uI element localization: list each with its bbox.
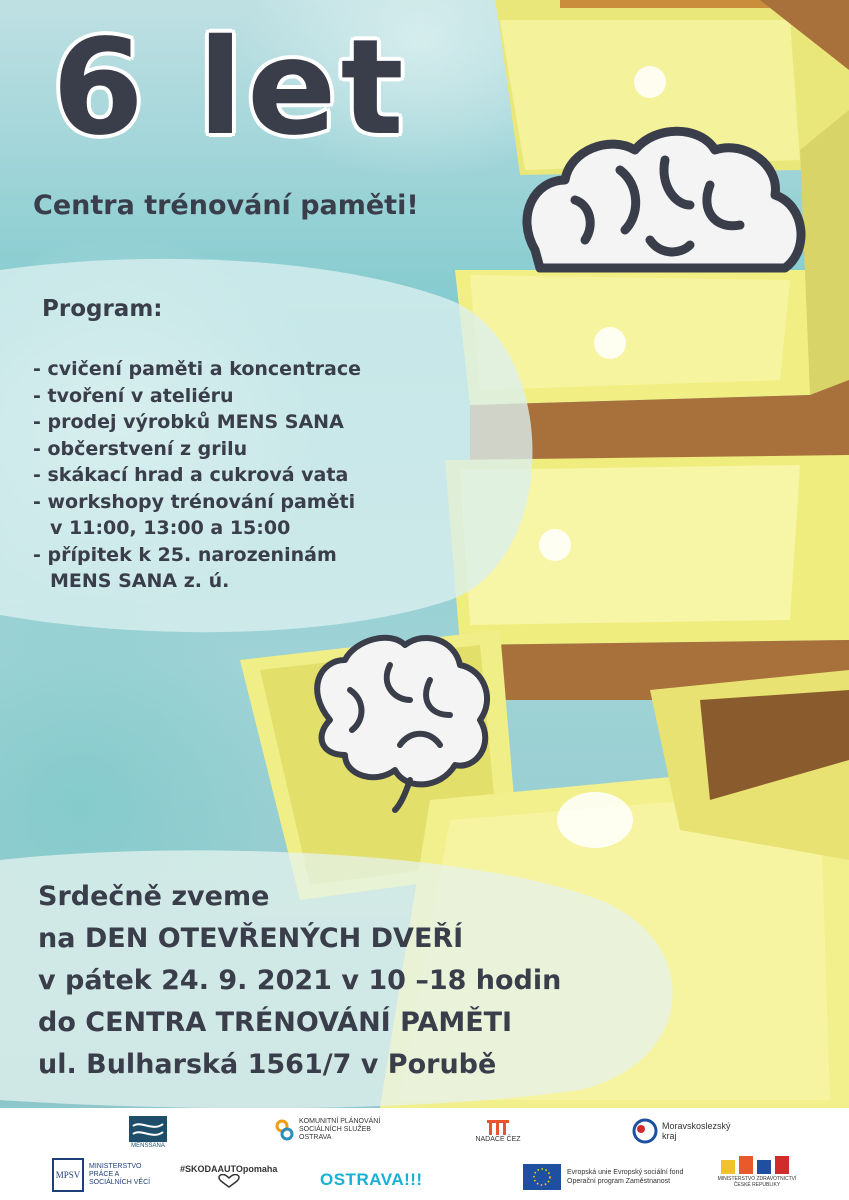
- poster-subtitle: Centra trénování paměti!: [33, 190, 419, 221]
- program-heading: Program:: [42, 296, 163, 322]
- list-item: MENS SANA z. ú.: [50, 570, 230, 592]
- list-item: - skákací hrad a cukrová vata: [33, 464, 349, 486]
- cez-logo: [468, 1118, 528, 1144]
- partner-logos: [0, 1108, 849, 1200]
- ostrava-text: OSTRAVA!!!: [320, 1170, 423, 1189]
- invitation-line: ul. Bulharská 1561/7 v Porubě: [38, 1049, 497, 1080]
- menssana-logo: [128, 1116, 168, 1150]
- program-list: [33, 356, 361, 595]
- list-item: v 11:00, 13:00 a 15:00: [50, 517, 291, 539]
- list-item: - přípitek k 25. narozeninám: [33, 543, 337, 566]
- invitation-line: Srdečně zveme: [38, 881, 270, 912]
- skoda-logo: [180, 1164, 277, 1188]
- invitation-text: [38, 876, 561, 1086]
- mzcr-text: MINISTERSTVO ZDRAVOTNICTVÍ ČESKÉ REPUBLIKY: [717, 1176, 797, 1188]
- msk-logo: [632, 1118, 742, 1144]
- list-item: - cvičení paměti a koncentrace: [33, 358, 362, 380]
- menssana-text: MENSSANA: [131, 1143, 165, 1149]
- invitation-line: na DEN OTEVŘENÝCH DVEŘÍ: [38, 923, 464, 954]
- kpss-mark-icon: [275, 1119, 295, 1141]
- mpsv-mark: MPSV: [52, 1158, 84, 1192]
- kpss-logo: [275, 1118, 395, 1142]
- mpsv-text: MINISTERSTVO PRÁCE A SOCIÁLNÍCH VĚCÍ: [89, 1163, 151, 1186]
- mpsv-logo: [52, 1158, 162, 1192]
- mzcr-logo: [712, 1156, 802, 1188]
- list-item: - prodej výrobků MENS SANA: [33, 411, 344, 433]
- cez-text: NADACE ČEZ: [475, 1136, 521, 1143]
- eu-flag-icon: [523, 1164, 561, 1190]
- menssana-mark-icon: [129, 1116, 167, 1142]
- list-item: - workshopy trénování paměti: [33, 490, 356, 513]
- kpss-text: KOMUNITNÍ PLÁNOVÁNÍ SOCIÁLNÍCH SLUŽEB OSTRAVA: [299, 1118, 381, 1141]
- list-item: - občerstvení z grilu: [33, 437, 248, 460]
- invitation-line: v pátek 24. 9. 2021 v 10 –18 hodin: [38, 965, 562, 996]
- msk-text: Moravskoslezský kraj: [662, 1121, 731, 1141]
- list-item: - tvoření v ateliéru: [33, 384, 234, 407]
- ostrava-logo: [320, 1170, 423, 1190]
- heart-icon: [218, 1174, 240, 1188]
- msk-mark-icon: [632, 1118, 658, 1144]
- cez-mark-icon: [487, 1118, 509, 1136]
- eu-logo: [523, 1164, 693, 1190]
- eu-text: Evropská unie Evropský sociální fond Operační program Zaměstnanost: [567, 1169, 684, 1185]
- invitation-line: do CENTRA TRÉNOVÁNÍ PAMĚTI: [38, 1007, 513, 1038]
- poster-title: 6 let: [52, 11, 408, 165]
- skoda-text: #SKODAAUTOpomaha: [180, 1164, 278, 1174]
- mzcr-mark-icon: [721, 1156, 793, 1174]
